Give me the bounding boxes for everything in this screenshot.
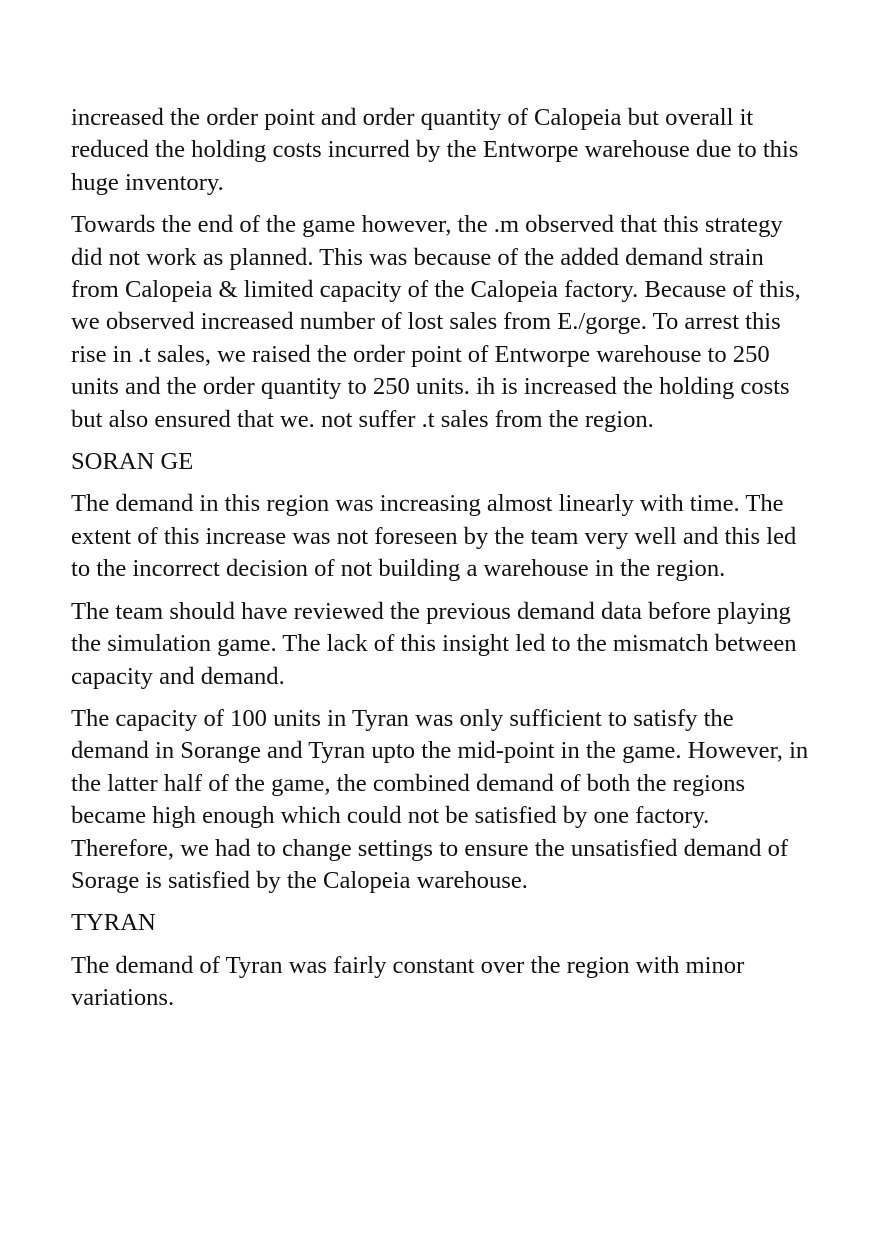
- text-line: became high enough which could not be satisfied by one factory.: [71, 802, 710, 830]
- text-line: reduced the holding costs incurred by the Entworpe warehouse due to this: [71, 136, 799, 164]
- text-line: extent of this increase was not foreseen by the team very well and this led: [71, 522, 797, 550]
- text-line: variations.: [71, 984, 175, 1012]
- heading-text: TYRAN: [71, 909, 156, 937]
- text-line: The demand in this region was increasing almost linearly with time. The: [71, 490, 784, 518]
- document-page: [71, 102, 861, 1025]
- text-line: demand in Sorange and Tyran upto the mid-point in the game. However, in: [71, 737, 809, 765]
- paragraph-4: [71, 596, 861, 693]
- text-line: but also ensured that we. not suffer .t sales from the region.: [71, 405, 654, 433]
- text-line: capacity and demand.: [71, 662, 285, 690]
- text-line: The demand of Tyran was fairly constant over the region with minor: [71, 951, 745, 979]
- text-line: did not work as planned. This was because of the added demand strain: [71, 243, 764, 271]
- text-line: The team should have reviewed the previous demand data before playing: [71, 597, 791, 625]
- text-line: the simulation game. The lack of this insight led to the mismatch between: [71, 630, 797, 658]
- text-line: we observed increased number of lost sales from E./gorge. To arrest this: [71, 308, 781, 336]
- text-line: Towards the end of the game however, the .m observed that this strategy: [71, 211, 783, 239]
- paragraph-5: [71, 703, 861, 897]
- text-line: to the incorrect decision of not building a warehouse in the region.: [71, 555, 726, 583]
- section-heading-sorange: [71, 446, 861, 478]
- paragraph-1: [71, 102, 861, 199]
- text-line: units and the order quantity to 250 units. ih is increased the holding costs: [71, 373, 790, 401]
- paragraph-2: [71, 209, 861, 436]
- text-line: huge inventory.: [71, 168, 224, 196]
- text-line: The capacity of 100 units in Tyran was only sufficient to satisfy the: [71, 704, 734, 732]
- text-line: Therefore, we had to change settings to ensure the unsatisfied demand of: [71, 834, 789, 862]
- text-line: the latter half of the game, the combined demand of both the regions: [71, 769, 746, 797]
- paragraph-3: [71, 488, 861, 585]
- text-line: increased the order point and order quantity of Calopeia but overall it: [71, 104, 754, 131]
- text-line: Sorage is satisfied by the Calopeia warehouse.: [71, 866, 528, 894]
- paragraph-6: [71, 950, 861, 1015]
- text-line: from Calopeia & limited capacity of the Calopeia factory. Because of this,: [71, 276, 801, 304]
- section-heading-tyran: [71, 907, 861, 939]
- text-line: rise in .t sales, we raised the order point of Entworpe warehouse to 250: [71, 340, 770, 368]
- heading-text: SORAN GE: [71, 448, 194, 476]
